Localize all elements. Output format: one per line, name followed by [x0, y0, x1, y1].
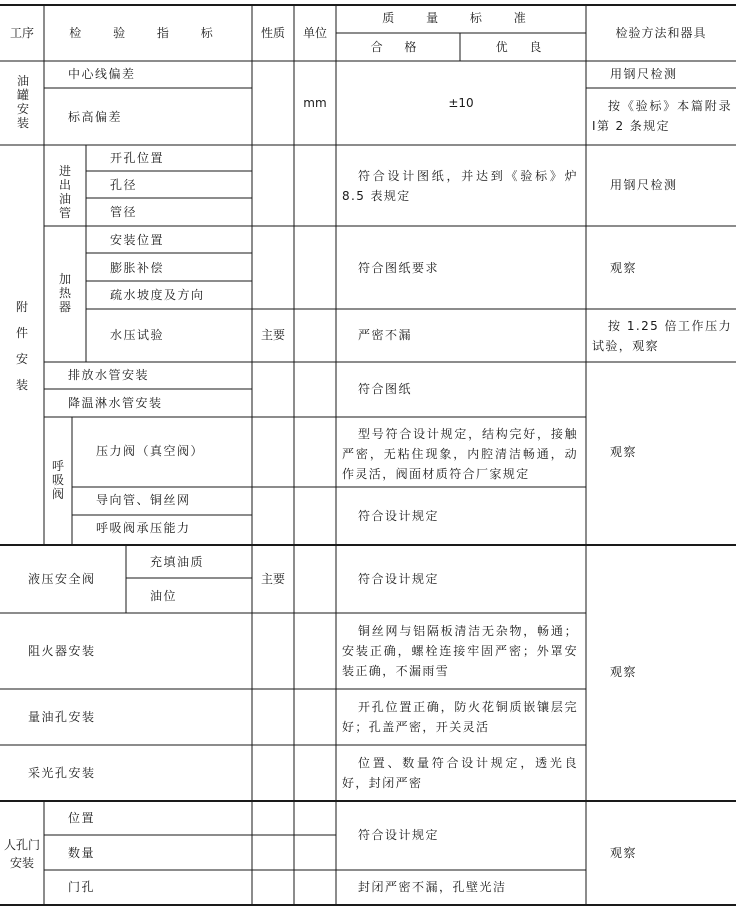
heater-pressure-method: 按 1.25 倍工作压力试验，观察 [592, 319, 732, 353]
header-indicator: 检 验 指 标 [69, 26, 227, 40]
inlet-pipe-diameter: 管径 [110, 205, 138, 219]
header-excellent: 优 良 [495, 40, 551, 54]
heater-group-label: 加热器 [58, 272, 71, 314]
breather-pressure-valve: 压力阀（真空阀） [96, 444, 205, 458]
hydraulic-valve-label: 液压安全阀 [28, 572, 96, 586]
tank-standard: ±10 [448, 96, 474, 110]
heater-standard: 符合图纸要求 [358, 261, 440, 275]
header-pass: 合 格 [370, 40, 426, 54]
breather-group-label: 呼吸阀 [51, 459, 64, 501]
hydraulic-nature: 主要 [260, 572, 285, 586]
drain-pipe-install: 排放水管安装 [68, 368, 150, 382]
drain-standard: 符合图纸 [358, 382, 413, 396]
breather-standard: 符合设计规定 [358, 509, 440, 523]
inlet-group-label: 进出油管 [58, 164, 71, 220]
fittings-process-label: 附件安装 [15, 300, 28, 392]
middle-method: 观察 [610, 665, 638, 679]
tank-method-2: 按《验标》本篇附录Ⅰ第 2 条规定 [592, 99, 732, 133]
heater-method: 观察 [610, 261, 638, 275]
inlet-hole-diameter: 孔径 [110, 178, 138, 192]
light-hole-label: 采光孔安装 [28, 766, 96, 780]
manhole-door-standard: 封闭严密不漏，孔壁光洁 [358, 880, 507, 894]
heater-pressure-test: 水压试验 [110, 328, 165, 342]
tank-process-label: 油罐安装 [16, 74, 29, 130]
manhole-label: 人孔门安装 [3, 838, 40, 870]
hydraulic-standard: 符合设计规定 [358, 572, 440, 586]
arrester-label: 阻火器安装 [28, 644, 96, 658]
heater-install-position: 安装位置 [110, 233, 165, 247]
manhole-door-hole: 门孔 [68, 880, 96, 894]
heater-pressure-standard: 严密不漏 [358, 328, 413, 342]
arrester-standard: 铜丝网与铝隔板清洁无杂物，畅通；安装正确，螺栓连接牢固严密；外罩安装正确，不漏雨雪 [342, 624, 578, 678]
hydraulic-oil-level: 油位 [150, 589, 178, 603]
gauge-hole-standard: 开孔位置正确，防火花铜质嵌镶层完好；孔盖严密，开关灵活 [342, 700, 578, 734]
breather-valve-standard: 型号符合设计规定，结构完好，接触严密，无粘住现象，内腔清洁畅通，动作灵活，阀面材质符合厂家规定 [342, 427, 578, 481]
inlet-standard: 符合设计图纸，并达到《验标》炉 8.5 表规定 [342, 169, 578, 203]
gauge-hole-label: 量油孔安装 [28, 710, 96, 724]
fittings-method: 观察 [610, 445, 638, 459]
heater-nature: 主要 [260, 328, 285, 342]
spray-pipe-install: 降温淋水管安装 [68, 396, 163, 410]
breather-guide-pipe: 导向管、铜丝网 [96, 493, 191, 507]
hydraulic-fill-oil: 充填油质 [150, 555, 205, 569]
inlet-method: 用钢尺检测 [610, 178, 678, 192]
heater-expansion: 膨胀补偿 [110, 261, 165, 275]
header-unit: 单位 [302, 26, 327, 40]
inlet-hole-position: 开孔位置 [110, 151, 165, 165]
tank-elevation-deviation: 标高偏差 [68, 110, 123, 124]
header-method: 检验方法和器具 [615, 26, 707, 40]
header-nature: 性质 [260, 26, 285, 40]
header-process: 工序 [9, 26, 34, 40]
manhole-method: 观察 [610, 846, 638, 860]
header-standard: 质 量 标 准 [382, 11, 540, 25]
tank-unit: mm [303, 96, 327, 110]
breather-pressure-capacity: 呼吸阀承压能力 [96, 521, 191, 535]
tank-method-1: 用钢尺检测 [610, 67, 678, 81]
manhole-position: 位置 [68, 811, 96, 825]
tank-center-deviation: 中心线偏差 [68, 67, 136, 81]
light-hole-standard: 位置、数量符合设计规定，透光良好，封闭严密 [342, 756, 578, 790]
manhole-standard: 符合设计规定 [358, 828, 440, 842]
heater-drain-slope: 疏水坡度及方向 [110, 288, 205, 302]
manhole-quantity: 数量 [68, 846, 96, 860]
